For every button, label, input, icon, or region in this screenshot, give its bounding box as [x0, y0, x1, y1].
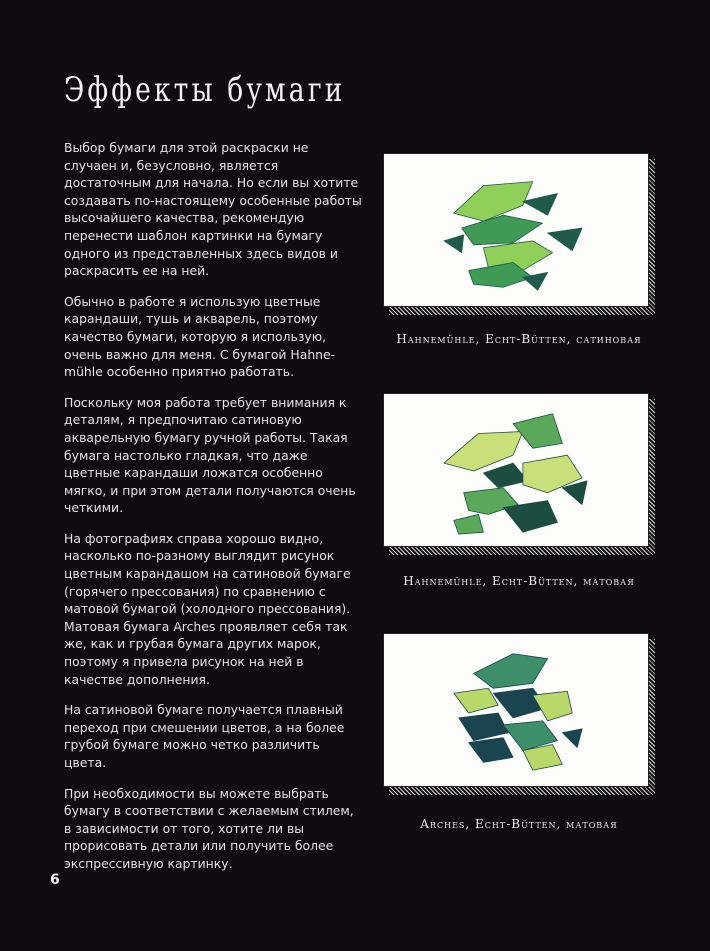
leaf-shape — [548, 228, 583, 251]
body-text — [64, 139, 364, 886]
paragraph: На сатиновой бумаге получается плавный переход при смешении цветов, а на более грубой бумаге можно четко различить цвета. — [64, 702, 345, 770]
leaf-shape — [454, 514, 484, 534]
leaf-illustration — [384, 394, 648, 546]
paper-sheet — [383, 633, 649, 787]
leaf-shape — [469, 738, 513, 763]
page-title: Эффекты бумаги — [64, 70, 346, 110]
leaf-illustration — [384, 634, 648, 786]
leaf-group — [454, 654, 582, 770]
paper-sample-photo — [383, 153, 655, 313]
leaf-shape — [513, 414, 562, 449]
paragraph: Выбор бумаги для этой раскраски не случаен и, безусловно, является достаточным для начала. Но если вы хотите создавать по-настоящему особенные работы высочайшего качества, рекомендую перенести шаблон картинки на бумагу одного из представленных здесь видов и раскрасить ее на ней. — [64, 140, 362, 279]
leaf-shape — [454, 688, 498, 713]
paper-sample-photo — [383, 393, 655, 553]
paper-sample-photo — [383, 633, 655, 793]
leaf-shape — [483, 463, 527, 488]
paper-sheet — [383, 153, 649, 307]
leaf-shape — [454, 182, 533, 221]
leaf-illustration — [384, 154, 648, 306]
leaf-shape — [444, 235, 464, 253]
leaf-shape — [533, 691, 572, 721]
paragraph: При необходимости вы можете выбрать бумагу в соответствии с желаемым стилем, в зависимости от того, хотите ли вы прорисовать детали или получить более экспрессивную картинку. — [64, 785, 354, 871]
sample-caption: Arches, Echt-Bütten, матовая — [420, 817, 618, 831]
paragraph: Поскольку моя работа требует внимания к деталям, я предпочитаю сатиновую акварельную бумагу ручной работы. Такая бумага настолько гладкая, что даже цветные карандаши ложатся особенно мягко, и при этом детали получаются очень четкими. — [64, 394, 356, 516]
paragraph: Обычно в работе я использую цветные карандаши, тушь и акварель, поэтому качество бумаги, которую я использую, очень важно для меня. С бумагой Hahne-mühle особенно приятно работать. — [64, 293, 336, 380]
leaf-shape — [459, 713, 508, 741]
paper-sheet — [383, 393, 649, 547]
leaf-shape — [562, 729, 582, 748]
leaf-shape — [462, 215, 543, 245]
leaf-shape — [474, 654, 548, 689]
leaf-group — [444, 182, 582, 291]
leaf-shape — [523, 193, 558, 215]
sample-caption: Hahnemühle, Echt-Bütten, матовая — [403, 574, 635, 588]
sample-caption: Hahnemühle, Echt-Bütten, сатиновая — [396, 332, 642, 346]
page-number: 6 — [50, 872, 60, 888]
leaf-group — [444, 414, 587, 534]
paragraph: На фотографиях справа хорошо видно, насколько по-разному выглядит рисунок цветным карандашом на сатиновой бумаге (горячего прессования) по сравнению с матовой бумагой (холодного прессования). Матовая бумага Arches проявляет себя так же, как и грубая бумага других марок, поэтому я привела рисунок на ней в качестве дополнения. — [64, 530, 351, 687]
